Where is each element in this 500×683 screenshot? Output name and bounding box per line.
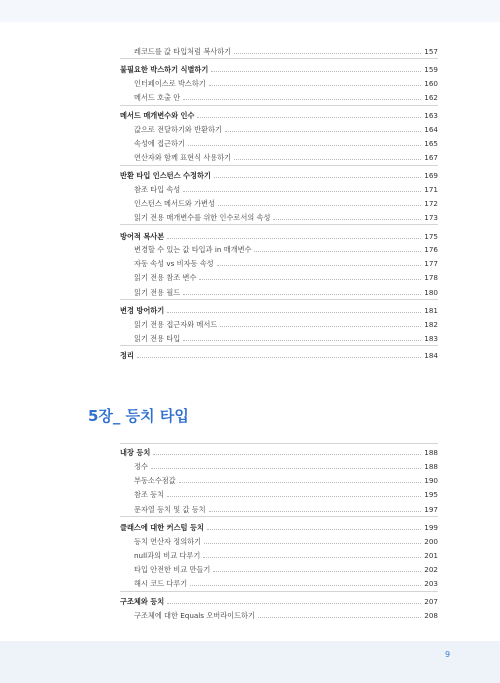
toc-entry[interactable] [134, 124, 438, 136]
toc-section-entry[interactable] [120, 64, 438, 76]
toc-entry-page: 188 [424, 462, 438, 471]
section-divider [120, 516, 438, 517]
toc-section-entry[interactable] [120, 305, 438, 317]
toc-entry-title: 문자열 등치 및 값 등치 [134, 505, 206, 514]
toc-entry-page: 203 [424, 579, 438, 588]
dot-leader [211, 71, 421, 72]
dot-leader [183, 294, 421, 295]
dot-leader [209, 511, 422, 512]
toc-entry[interactable] [134, 610, 438, 622]
section-divider [120, 224, 438, 225]
section-divider [120, 443, 438, 444]
toc-entry-page: 169 [424, 171, 438, 180]
section-divider [120, 165, 438, 166]
toc-entry-title: 읽기 전용 필드 [134, 288, 181, 297]
dot-leader [213, 571, 421, 572]
dot-leader [183, 99, 421, 100]
section-divider [120, 299, 438, 300]
toc-entry-page: 177 [424, 259, 438, 268]
toc-entry[interactable] [134, 489, 438, 501]
page-footer-band [0, 641, 500, 683]
dot-leader [153, 454, 421, 455]
toc-entry[interactable] [134, 198, 438, 210]
dot-leader [167, 496, 421, 497]
toc-entry-page: 207 [424, 597, 438, 606]
toc-entry[interactable] [134, 475, 438, 487]
dot-leader [203, 557, 421, 558]
toc-section-entry[interactable] [120, 110, 438, 122]
toc-entry-page: 176 [424, 245, 438, 254]
dot-leader [217, 265, 422, 266]
toc-entry[interactable] [134, 46, 438, 58]
dot-leader [190, 585, 421, 586]
toc-entry[interactable] [134, 578, 438, 590]
page-top-band [0, 0, 500, 22]
toc-entry-title: 읽기 전용 참조 변수 [134, 273, 197, 282]
toc-entry[interactable] [134, 504, 438, 516]
toc-entry[interactable] [134, 536, 438, 548]
toc-entry-page: 201 [424, 551, 438, 560]
toc-entry[interactable] [134, 258, 438, 270]
dot-leader [197, 117, 421, 118]
toc-entry[interactable] [134, 319, 438, 331]
dot-leader [214, 177, 421, 178]
toc-entry[interactable] [134, 564, 438, 576]
toc-entry-title: 정수 [134, 462, 148, 471]
toc-entry-title: 속성에 접근하기 [134, 139, 185, 148]
toc-entry-page: 165 [424, 139, 438, 148]
toc-entry-title: 해시 코드 다루기 [134, 579, 188, 588]
toc-entry-page: 159 [424, 65, 438, 74]
toc-entry-page: 160 [424, 79, 438, 88]
toc-entry-page: 195 [424, 490, 438, 499]
toc-entry[interactable] [134, 152, 438, 164]
toc-entry-title: 내장 등치 [120, 448, 151, 457]
toc-entry-title: 값으로 전달하기와 반환하기 [134, 125, 222, 134]
toc-entry-title: 읽기 전용 매개변수를 위한 인수로서의 속성 [134, 213, 271, 222]
dot-leader [258, 617, 421, 618]
toc-entry-title: 참조 타입 속성 [134, 185, 181, 194]
toc-entry-title: 방어적 복사본 [120, 232, 165, 241]
toc-entry-page: 183 [424, 334, 438, 343]
toc-entry-page: 208 [424, 611, 438, 620]
toc-entry-title: 연산자와 함께 표현식 사용하기 [134, 153, 232, 162]
section-divider [120, 58, 438, 59]
toc-entry[interactable] [134, 184, 438, 196]
toc-entry-title: 참조 등치 [134, 490, 165, 499]
toc-entry-title: 구조체와 등치 [120, 597, 165, 606]
dot-leader [167, 312, 421, 313]
toc-entry-title: 메서드 매개변수와 인수 [120, 111, 195, 120]
toc-entry-title: 구조체에 대한 Equals 오버라이드하기 [134, 611, 255, 620]
toc-entry-title: 읽기 전용 접근자와 메서드 [134, 320, 218, 329]
chapter-heading: 5장_ 등치 타입 [88, 407, 189, 425]
toc-entry-page: 167 [424, 153, 438, 162]
section-divider [120, 105, 438, 106]
section-divider [120, 345, 438, 346]
page-number: 9 [445, 650, 451, 659]
toc-section-entry[interactable] [120, 170, 438, 182]
dot-leader [199, 279, 421, 280]
toc-entry-title: 변경할 수 있는 값 타입과 in 매개변수 [134, 245, 252, 254]
toc-entry[interactable] [134, 78, 438, 90]
dot-leader [225, 131, 421, 132]
toc-entry-title: 자동 속성 vs 비자동 속성 [134, 259, 214, 268]
toc-entry-title: 메서드 호출 안 [134, 93, 181, 102]
toc-section-entry[interactable] [120, 231, 438, 243]
toc-entry-title: null과의 비교 다루기 [134, 551, 201, 560]
toc-entry[interactable] [134, 244, 438, 256]
toc-entry-title: 반환 타입 인스턴스 수정하기 [120, 171, 211, 180]
toc-entry-page: 162 [424, 93, 438, 102]
toc-entry[interactable] [134, 272, 438, 284]
dot-leader [183, 191, 421, 192]
toc-entry-title: 인스턴스 메서드와 가변성 [134, 199, 215, 208]
toc-entry-title: 클래스에 대한 커스텀 등치 [120, 523, 204, 532]
toc-entry-page: 199 [424, 523, 438, 532]
toc-entry-page: 180 [424, 288, 438, 297]
dot-leader [167, 603, 421, 604]
toc-entry[interactable] [134, 287, 438, 299]
toc-entry-title: 등치 연산자 정의하기 [134, 537, 202, 546]
dot-leader [183, 340, 421, 341]
toc-entry-page: 202 [424, 565, 438, 574]
toc-entry-page: 171 [424, 185, 438, 194]
toc-entry[interactable] [134, 138, 438, 150]
toc-entry[interactable] [134, 461, 438, 473]
toc-entry-title: 읽기 전용 타입 [134, 334, 181, 343]
dot-leader [179, 482, 422, 483]
toc-entry-page: 157 [424, 47, 438, 56]
toc-entry-page: 200 [424, 537, 438, 546]
toc-entry-title: 정리 [120, 351, 134, 360]
dot-leader [234, 53, 421, 54]
toc-entry[interactable] [134, 550, 438, 562]
dot-leader [167, 238, 421, 239]
dot-leader [188, 145, 421, 146]
toc-entry[interactable] [134, 333, 438, 345]
toc-entry[interactable] [134, 92, 438, 104]
toc-entry-page: 197 [424, 505, 438, 514]
toc-entry[interactable] [134, 212, 438, 224]
toc-entry-page: 182 [424, 320, 438, 329]
toc-entry-title: 타입 안전한 비교 만들기 [134, 565, 211, 574]
toc-entry-page: 184 [424, 351, 438, 360]
toc-entry-page: 190 [424, 476, 438, 485]
toc-entry-title: 변경 방어하기 [120, 306, 165, 315]
toc-entry-page: 188 [424, 448, 438, 457]
toc-entry-title: 불필요한 박스하기 식별하기 [120, 65, 209, 74]
toc-entry-page: 173 [424, 213, 438, 222]
toc-entry-title: 레코드를 값 타입처럼 복사하기 [134, 47, 232, 56]
toc-entry-page: 164 [424, 125, 438, 134]
dot-leader [218, 205, 421, 206]
dot-leader [209, 85, 422, 86]
dot-leader [220, 326, 421, 327]
toc-entry-page: 163 [424, 111, 438, 120]
dot-leader [254, 251, 421, 252]
toc-entry-page: 175 [424, 232, 438, 241]
toc-section-entry[interactable] [120, 350, 438, 362]
toc-entry-title: 부동소수점값 [134, 476, 176, 485]
toc-entry-page: 178 [424, 273, 438, 282]
toc-entry-page: 172 [424, 199, 438, 208]
dot-leader [207, 529, 421, 530]
toc-entry-page: 181 [424, 306, 438, 315]
section-divider [120, 591, 438, 592]
toc-section-entry[interactable] [120, 447, 438, 459]
dot-leader [273, 219, 421, 220]
toc-section-entry[interactable] [120, 596, 438, 608]
dot-leader [151, 468, 421, 469]
toc-section-entry[interactable] [120, 522, 438, 534]
dot-leader [137, 357, 421, 358]
dot-leader [204, 543, 421, 544]
dot-leader [234, 159, 421, 160]
toc-entry-title: 인터페이스로 박스하기 [134, 79, 206, 88]
